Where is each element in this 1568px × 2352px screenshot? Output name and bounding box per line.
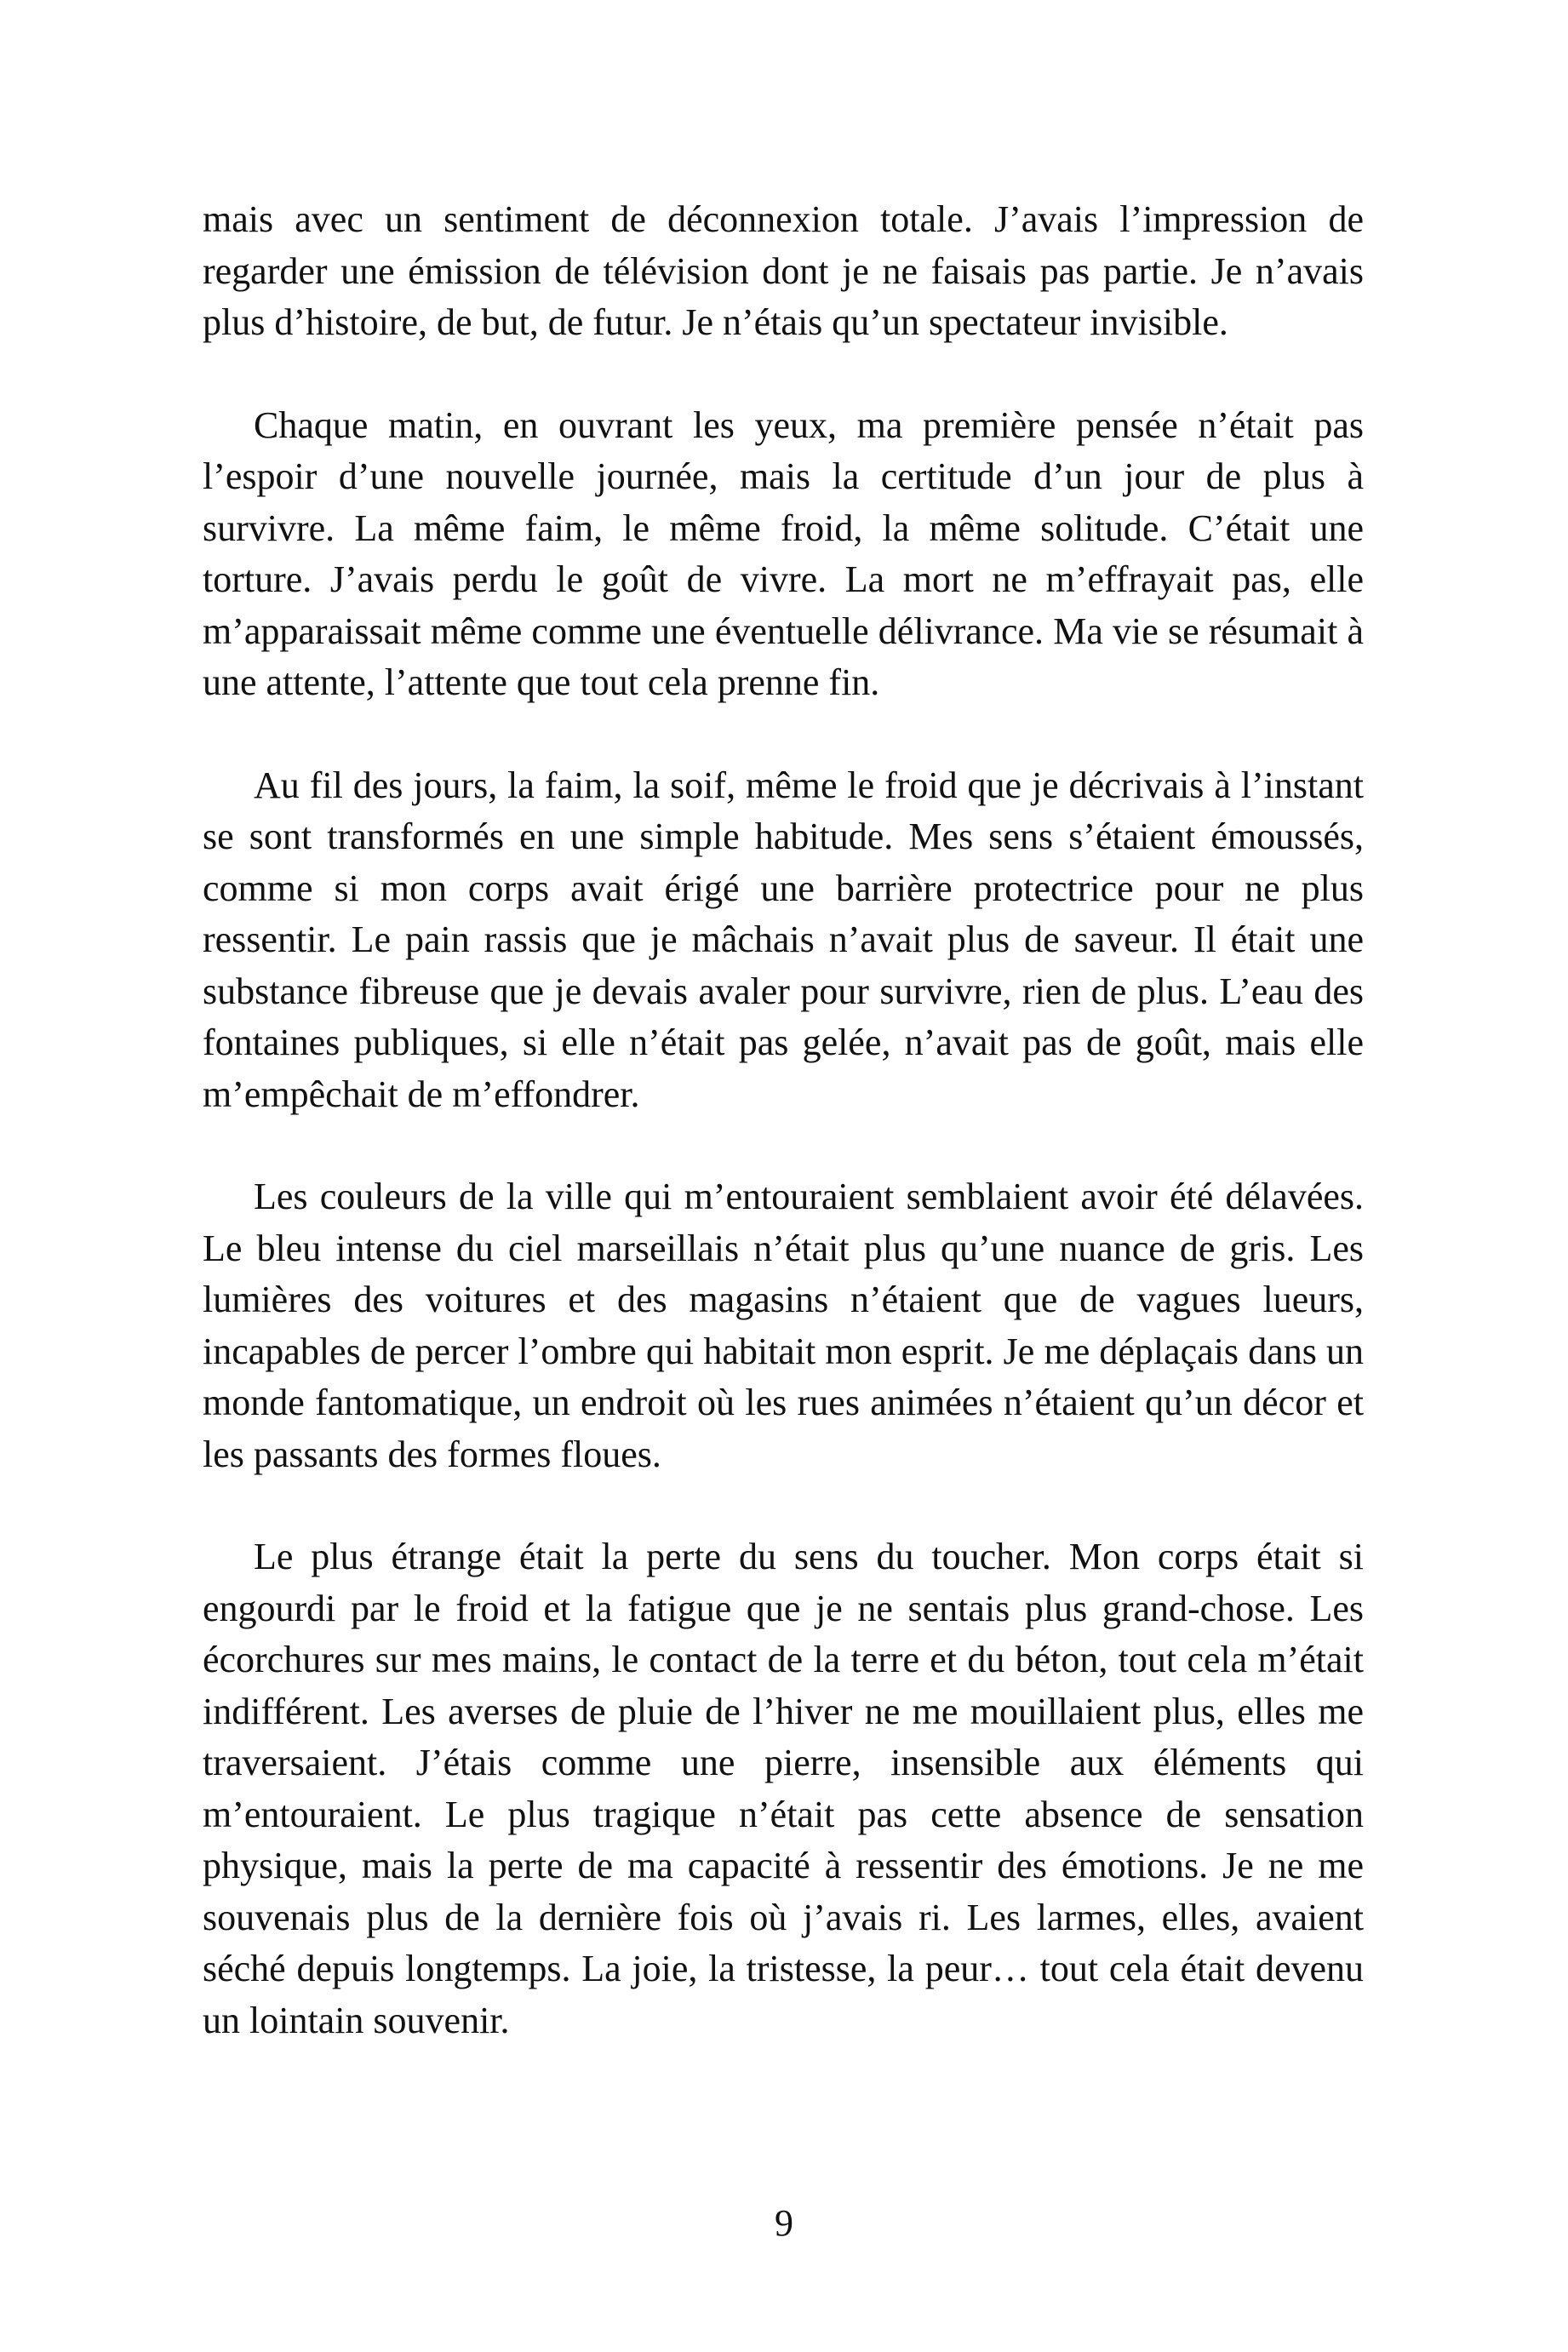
page-number: 9 (775, 2202, 793, 2244)
paragraph-continuation: mais avec un sentiment de déconnexion totale. J’avais l’impression de regarder une émission de télévision dont je ne faisais pas partie. Je n’avais plus d’histoire, de but, de futur. Je n’étais qu’un spectateur invisible. (203, 198, 1364, 343)
paragraph: Les couleurs de la ville qui m’entouraient semblaient avoir été délavées. Le bleu intense du ciel marseillais n’était plus qu’une nuance de gris. Les lumières des voitures et des magasins n’étaient que de vagues lueurs, incapables de percer l’ombre qui habitait mon esprit. Je me déplaçais dans un monde fantomatique, un endroit où les rues animées n’étaient qu’un décor et les passants des formes floues. (203, 1176, 1364, 1475)
paragraph: Au fil des jours, la faim, la soif, même le froid que je décrivais à l’instant se sont transformés en une simple habitude. Mes sens s’étaient émoussés, comme si mon corps avait érigé une barrière protectrice pour ne plus ressentir. Le pain rassis que je mâchais n’avait plus de saveur. Il était une substance fibreuse que je devais avaler pour survivre, rien de plus. L’eau des fontaines publiques, si elle n’était pas gelée, n’avait pas de goût, mais elle m’empêchait de m’effondrer. (203, 764, 1364, 1115)
paragraph: Chaque matin, en ouvrant les yeux, ma première pensée n’était pas l’espoir d’une nouvelle journée, mais la certitude d’un jour de plus à survivre. La même faim, le même froid, la même solitude. C’était une torture. J’avais perdu le goût de vivre. La mort ne m’effrayait pas, elle m’apparaissait même comme une éventuelle délivrance. Ma vie se résumait à une attente, l’attente que tout cela prenne fin. (203, 403, 1364, 703)
paragraph: Le plus étrange était la perte du sens du toucher. Mon corps était si engourdi par le froid et la fatigue que je ne sentais plus grand-chose. Les écorchures sur mes mains, le contact de la terre et du béton, tout cela m’était indifférent. Les averses de pluie de l’hiver ne me mouillaient plus, elles me traversaient. J’étais comme une pierre, insensible aux éléments qui m’entouraient. Le plus tragique n’était pas cette absence de sensation physique, mais la perte de ma capacité à ressentir des émotions. Je ne me souvenais plus de la dernière fois où j’avais ri. Les larmes, elles, avaient séché depuis longtemps. La joie, la tristesse, la peur… tout cela était devenu un lointain souvenir. (203, 1536, 1364, 2041)
body-text (203, 194, 1364, 2097)
